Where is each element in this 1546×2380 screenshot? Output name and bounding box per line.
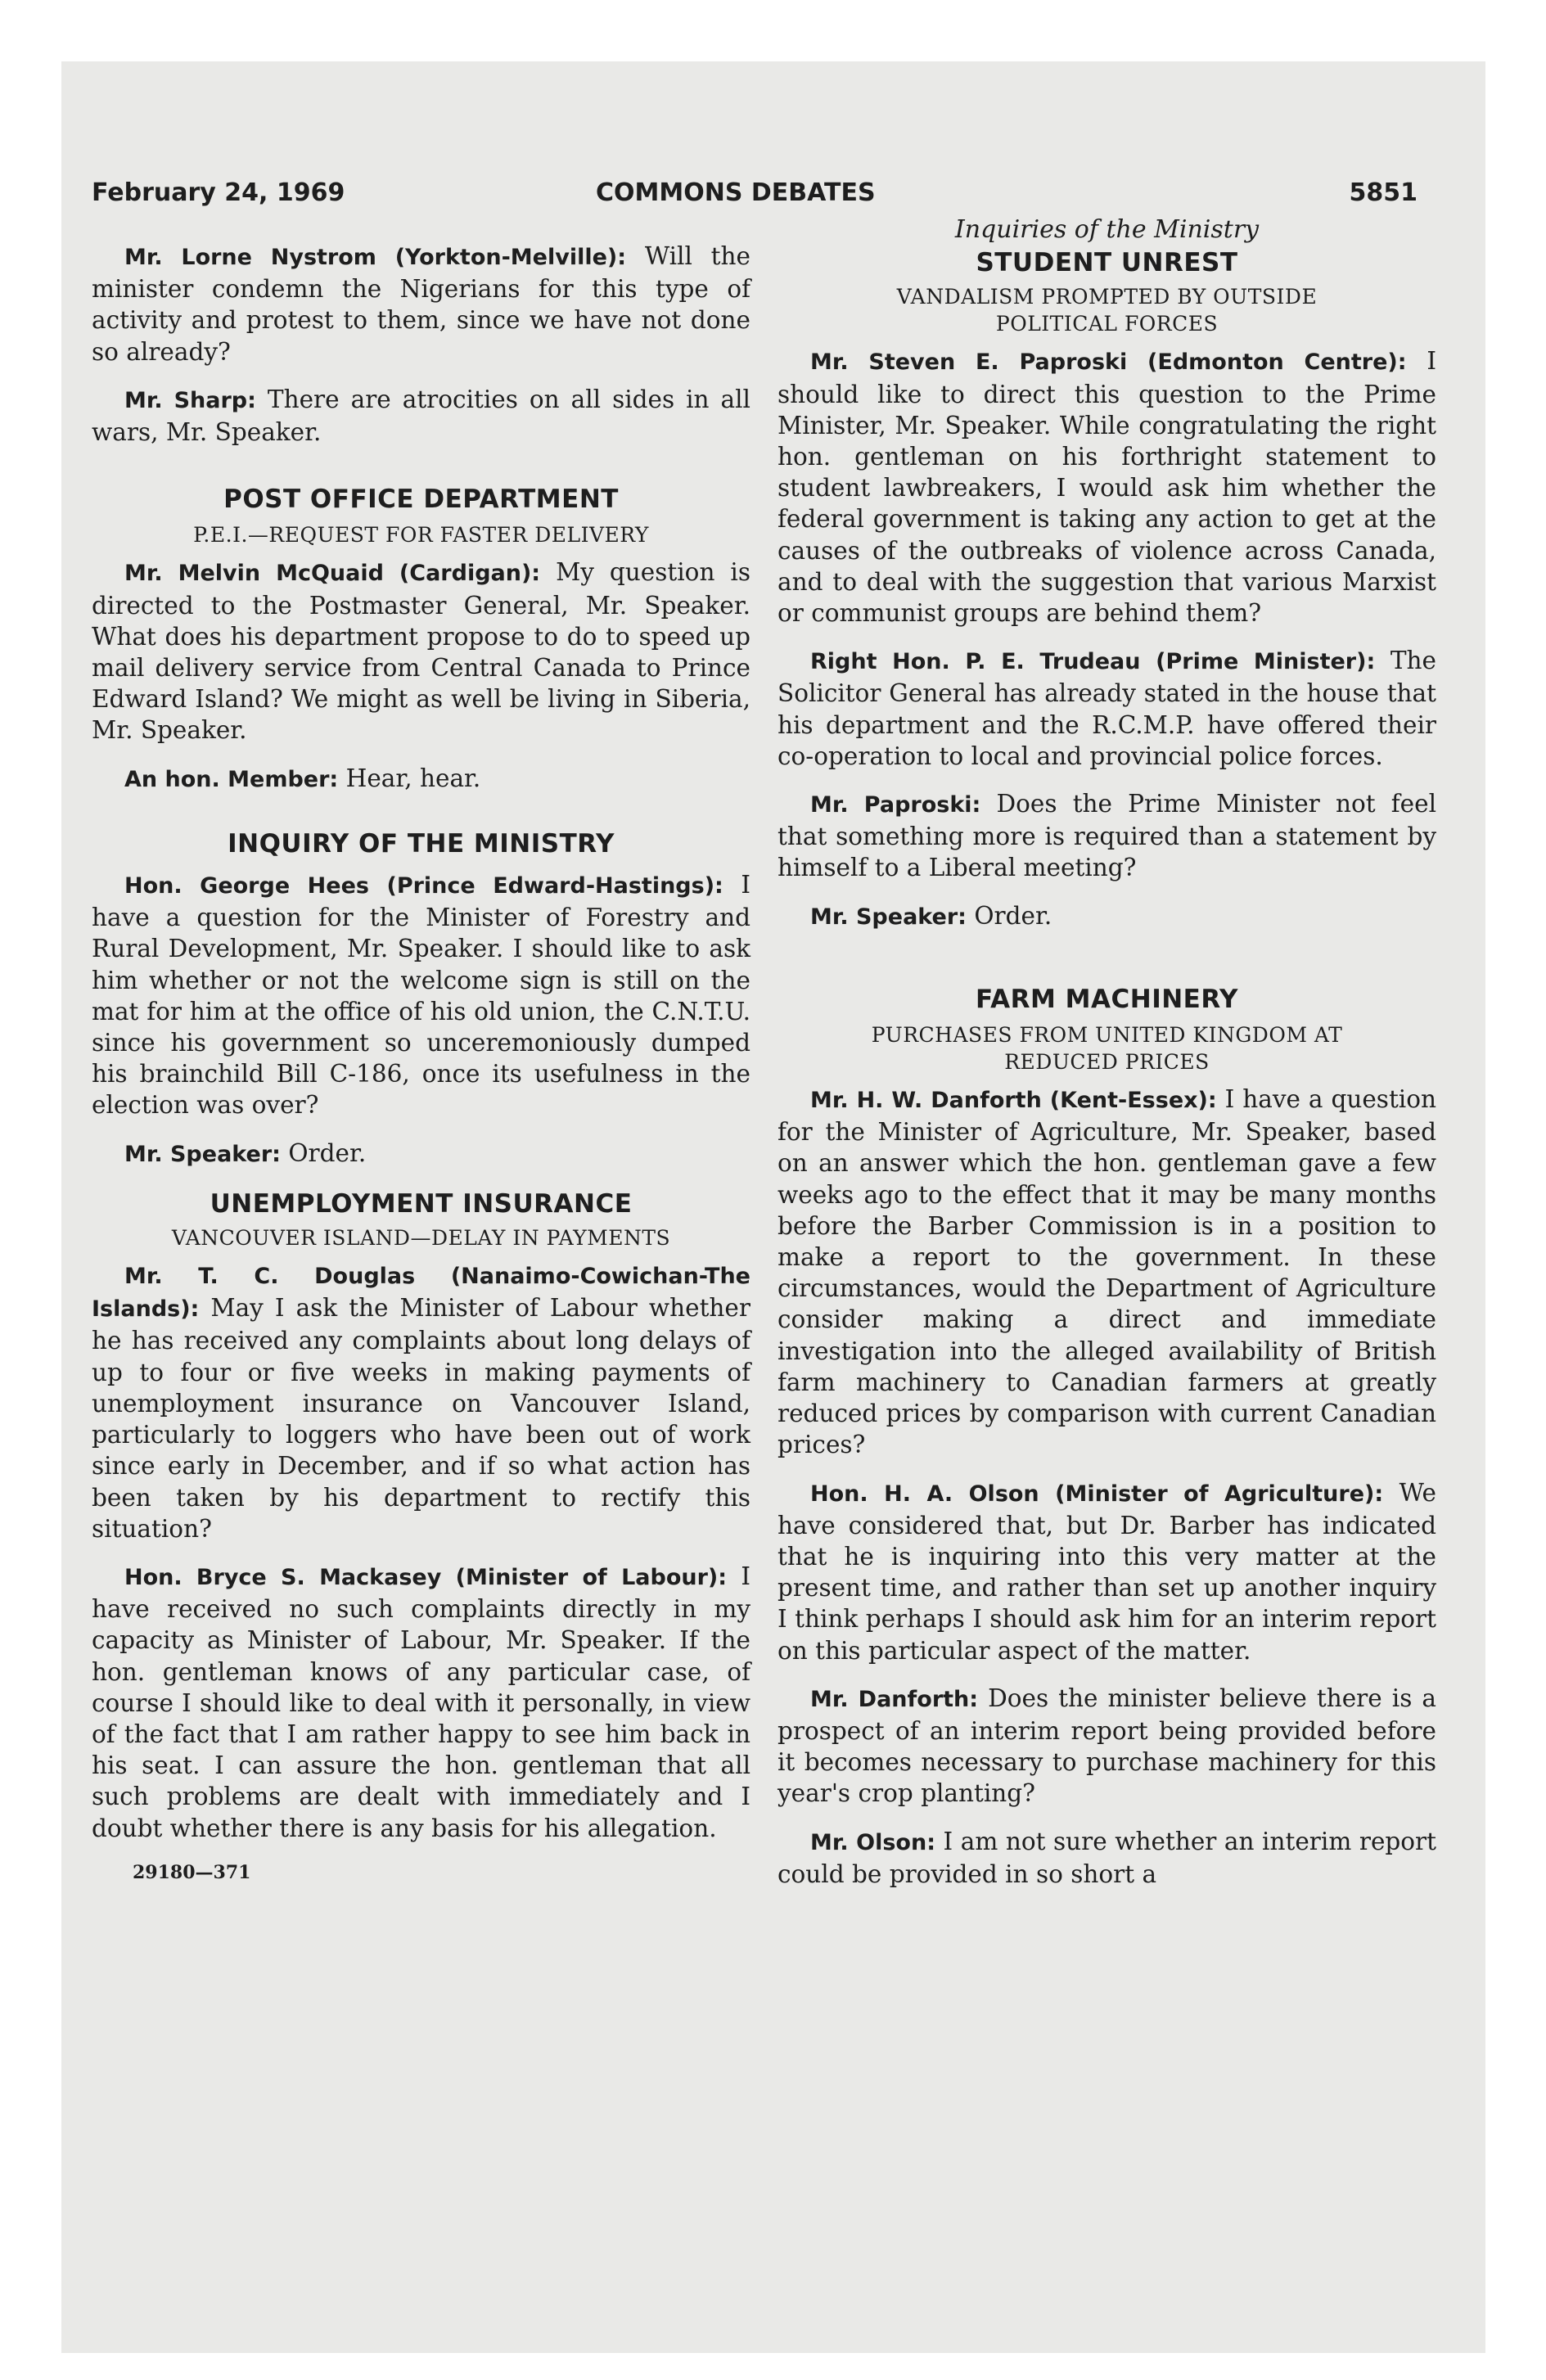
speech-text: My question is directed to the Postmaster General, Mr. Speaker. What does his department propose to do to speed up mail delivery service from Central Canada to Prince Edward Island? We might as well be living in Siberia, Mr. Speaker. [92,558,750,745]
header-date: February 24, 1969 [92,178,345,207]
subsection-heading: VANCOUVER ISLAND—DELAY IN PAYMENTS [171,1226,671,1251]
speaker-name: Mr. T. C. Douglas (Nanaimo-Cowichan-The Islands): [92,1264,750,1323]
speaker-name: Mr. Steven E. Paproski (Edmonton Centre): [810,349,1407,376]
paragraph [778,1084,1436,1460]
speaker-name: Mr. Olson: [810,1829,936,1855]
page-header [92,178,1418,219]
speech-text: Does the Prime Minister not feel that something more is required than a statement by himself to a Liberal meeting? [778,790,1436,882]
speech-text: Hear, hear. [338,764,481,792]
paragraph [92,1260,750,1544]
section-heading: INQUIRY OF THE MINISTRY [228,828,615,859]
footer-code: 29180—371 [133,1861,251,1883]
section-heading: FARM MACHINERY [976,984,1238,1014]
paragraph [778,1826,1436,1890]
paragraph [92,384,750,448]
header-page-number: 5851 [1349,178,1418,207]
paragraph [92,1138,750,1170]
speaker-name: Mr. Melvin McQuaid (Cardigan): [124,561,541,587]
speaker-name: Right Hon. P. E. Trudeau (Prime Minister): [810,649,1376,675]
subsection-heading: VANDALISM PROMPTED BY OUTSIDE POLITICAL FORCES [896,285,1318,336]
paragraph [778,345,1436,629]
running-head: Inquiries of the Ministry [954,215,1260,244]
paragraph [92,763,750,796]
paragraph [778,900,1436,933]
header-title: COMMONS DEBATES [596,178,876,207]
speaker-name: An hon. Member: [124,766,339,792]
speech-text: Will the minister condemn the Nigerians for this type of activity and protest to them, since we have not done so already? [92,242,750,366]
section-heading: UNEMPLOYMENT INSURANCE [210,1188,633,1219]
speech-text: We have considered that, but Dr. Barber has indicated that he is inquiring into this very matter at the present time, and rather than set up another inquiry I think perhaps I should ask him for an interim report on this particular aspect of the matter. [778,1478,1436,1665]
speech-text: Order. [280,1138,367,1167]
speech-text: There are atrocities on all sides in all wars, Mr. Speaker. [92,385,750,447]
section-heading: STUDENT UNREST [976,248,1238,278]
paragraph [778,1477,1436,1666]
paragraph [92,869,750,1121]
paragraph [92,1561,750,1844]
speech-text: I have received no such complaints directly in my capacity as Minister of Labour, Mr. Speaker. If the hon. gentleman knows of any particular case, of course I should like to deal with it personally, in view of the fact that I am rather happy to see him back in his seat. I can assure the hon. gentleman that all such problems are dealt with immediately and I doubt whether there is any basis for his allegation. [92,1562,751,1842]
left-column [92,214,750,1888]
speaker-name: Mr. Speaker: [124,1141,281,1167]
speaker-name: Mr. Danforth: [810,1686,979,1712]
speaker-name: Hon. H. A. Olson (Minister of Agriculture): [810,1481,1384,1507]
speech-text: Does the minister believe there is a prospect of an interim report being provided before it becomes necessary to purchase machinery for this year's crop planting? [778,1684,1436,1808]
speech-text: I have a question for the Minister of Forestry and Rural Development, Mr. Speaker. I should like to ask him whether or not the welcome sign is still on the mat for him at the office of his old union, the C.N.T.U. since his government so unceremoniously dumped his brainchild Bill C-186, once its usefulness in the election was over? [92,871,751,1120]
subsection-heading: P.E.I.—REQUEST FOR FASTER DELIVERY [193,523,649,548]
speech-text: I am not sure whether an interim report could be provided in so short a [778,1827,1437,1888]
paragraph [92,241,750,367]
speech-text: I should like to direct this question to the Prime Minister, Mr. Speaker. While congratulating the right hon. gentleman on his forthright statement to student lawbreakers, I would ask him whether the federal government is taking any action to get at the causes of the outbreaks of violence across Canada, and to deal with the suggestion that various Marxist or communist groups are behind them? [778,347,1437,628]
subsection-heading: PURCHASES FROM UNITED KINGDOM AT REDUCED PRICES [871,1023,1343,1075]
right-column [778,214,1436,1890]
speaker-name: Mr. Sharp: [124,387,256,413]
speech-text: Order. [966,901,1052,930]
speech-text: The Solicitor General has already stated in the house that his department and the R.C.M.P. have offered their co-operation to local and provincial police forces. [778,647,1436,770]
speaker-name: Hon. Bryce S. Mackasey (Minister of Labour): [124,1564,728,1590]
section-heading: POST OFFICE DEPARTMENT [223,485,619,515]
speaker-name: Hon. George Hees (Prince Edward-Hastings): [124,873,723,899]
speech-text: May I ask the Minister of Labour whether he has received any complaints about long delays of up to four or five weeks in making payments of unemployment insurance on Vancouver Island, particularly to loggers who have been out of work since early in December, and if so what action has been taken by his department to rectify this situation? [92,1294,750,1543]
speaker-name: Mr. Speaker: [810,904,967,930]
paragraph [778,645,1436,772]
speaker-name: Mr. Lorne Nystrom (Yorkton-Melville): [124,245,627,270]
speech-text: I have a question for the Minister of Agriculture, Mr. Speaker, based on an answer which the hon. gentleman gave a few weeks ago to the effect that it may be many months before the Barber Commission is in a position to make a report to the government. In these circumstances, would the Department of Agriculture consider making a direct and immediate investigation into the alleged availability of British farm machinery to Canadian farmers at greatly reduced prices by comparison with current Canadian prices? [778,1085,1436,1459]
paragraph [778,788,1436,884]
speaker-name: Mr. H. W. Danforth (Kent-Essex): [810,1088,1217,1114]
paragraph [778,1683,1436,1810]
paragraph [92,557,750,746]
speaker-name: Mr. Paproski: [810,792,981,818]
